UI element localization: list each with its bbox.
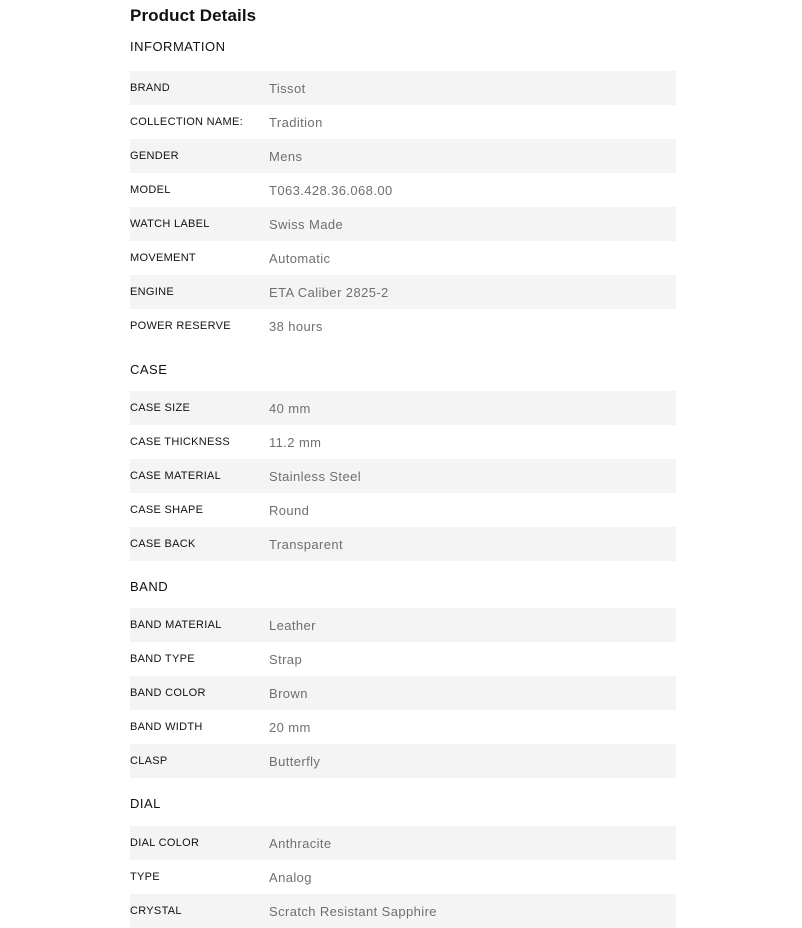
- spec-label: MODEL: [130, 184, 171, 196]
- spec-value: Analog: [269, 869, 312, 885]
- spec-row: [130, 826, 676, 860]
- spec-label: CLASP: [130, 755, 168, 767]
- section-title-band: BAND: [130, 579, 169, 594]
- spec-row: [130, 527, 676, 561]
- section-title-information: INFORMATION: [130, 39, 226, 54]
- spec-row: [130, 860, 676, 894]
- spec-value: T063.428.36.068.00: [269, 182, 393, 198]
- spec-label: DIAL COLOR: [130, 837, 200, 849]
- spec-row: [130, 309, 676, 343]
- spec-value: Mens: [269, 148, 303, 164]
- section-title-dial: DIAL: [130, 796, 161, 811]
- spec-label: BAND MATERIAL: [130, 619, 222, 631]
- spec-value: 38 hours: [269, 318, 323, 334]
- spec-row: [130, 391, 676, 425]
- spec-value: Tissot: [269, 80, 306, 96]
- spec-row: [130, 275, 676, 309]
- spec-row: [130, 744, 676, 778]
- spec-table-case: [130, 391, 676, 561]
- spec-value: Transparent: [269, 536, 344, 552]
- spec-label: BRAND: [130, 82, 171, 94]
- spec-label: COLLECTION NAME:: [130, 116, 243, 128]
- spec-label: CASE SIZE: [130, 402, 191, 414]
- spec-row: [130, 642, 676, 676]
- spec-label: BAND WIDTH: [130, 721, 203, 733]
- spec-value: Scratch Resistant Sapphire: [269, 903, 437, 919]
- spec-row: [130, 139, 676, 173]
- product-details: [130, 0, 676, 928]
- spec-row: [130, 105, 676, 139]
- spec-row: [130, 493, 676, 527]
- spec-label: CASE MATERIAL: [130, 470, 222, 482]
- spec-label: GENDER: [130, 150, 179, 162]
- spec-label: CASE BACK: [130, 538, 196, 550]
- spec-value: Round: [269, 502, 310, 518]
- spec-table-dial: [130, 826, 676, 928]
- spec-value: Tradition: [269, 114, 323, 130]
- spec-row: [130, 241, 676, 275]
- spec-row: [130, 459, 676, 493]
- spec-row: [130, 608, 676, 642]
- spec-label: TYPE: [130, 871, 160, 883]
- section-title-case: CASE: [130, 362, 168, 377]
- spec-label: MOVEMENT: [130, 252, 196, 264]
- spec-label: BAND COLOR: [130, 687, 206, 699]
- spec-row: [130, 71, 676, 105]
- spec-value: Butterfly: [269, 753, 321, 769]
- spec-value: Brown: [269, 685, 308, 701]
- spec-value: Anthracite: [269, 835, 332, 851]
- spec-label: CRYSTAL: [130, 905, 182, 917]
- spec-label: BAND TYPE: [130, 653, 195, 665]
- spec-row: [130, 676, 676, 710]
- spec-table-information: [130, 71, 676, 343]
- spec-value: Swiss Made: [269, 216, 344, 232]
- spec-label: ENGINE: [130, 286, 174, 298]
- spec-row: [130, 710, 676, 744]
- spec-value: 40 mm: [269, 400, 311, 416]
- spec-table-band: [130, 608, 676, 778]
- spec-value: 20 mm: [269, 719, 311, 735]
- spec-value: Strap: [269, 651, 303, 667]
- spec-value: ETA Caliber 2825-2: [269, 284, 389, 300]
- spec-label: WATCH LABEL: [130, 218, 210, 230]
- spec-value: Automatic: [269, 250, 331, 266]
- spec-label: CASE SHAPE: [130, 504, 204, 516]
- spec-label: POWER RESERVE: [130, 320, 231, 332]
- spec-row: [130, 207, 676, 241]
- page-title: Product Details: [130, 6, 257, 25]
- spec-value: Stainless Steel: [269, 468, 361, 484]
- spec-value: Leather: [269, 617, 316, 633]
- spec-label: CASE THICKNESS: [130, 436, 230, 448]
- spec-row: [130, 425, 676, 459]
- spec-row: [130, 173, 676, 207]
- spec-value: 11.2 mm: [269, 434, 322, 450]
